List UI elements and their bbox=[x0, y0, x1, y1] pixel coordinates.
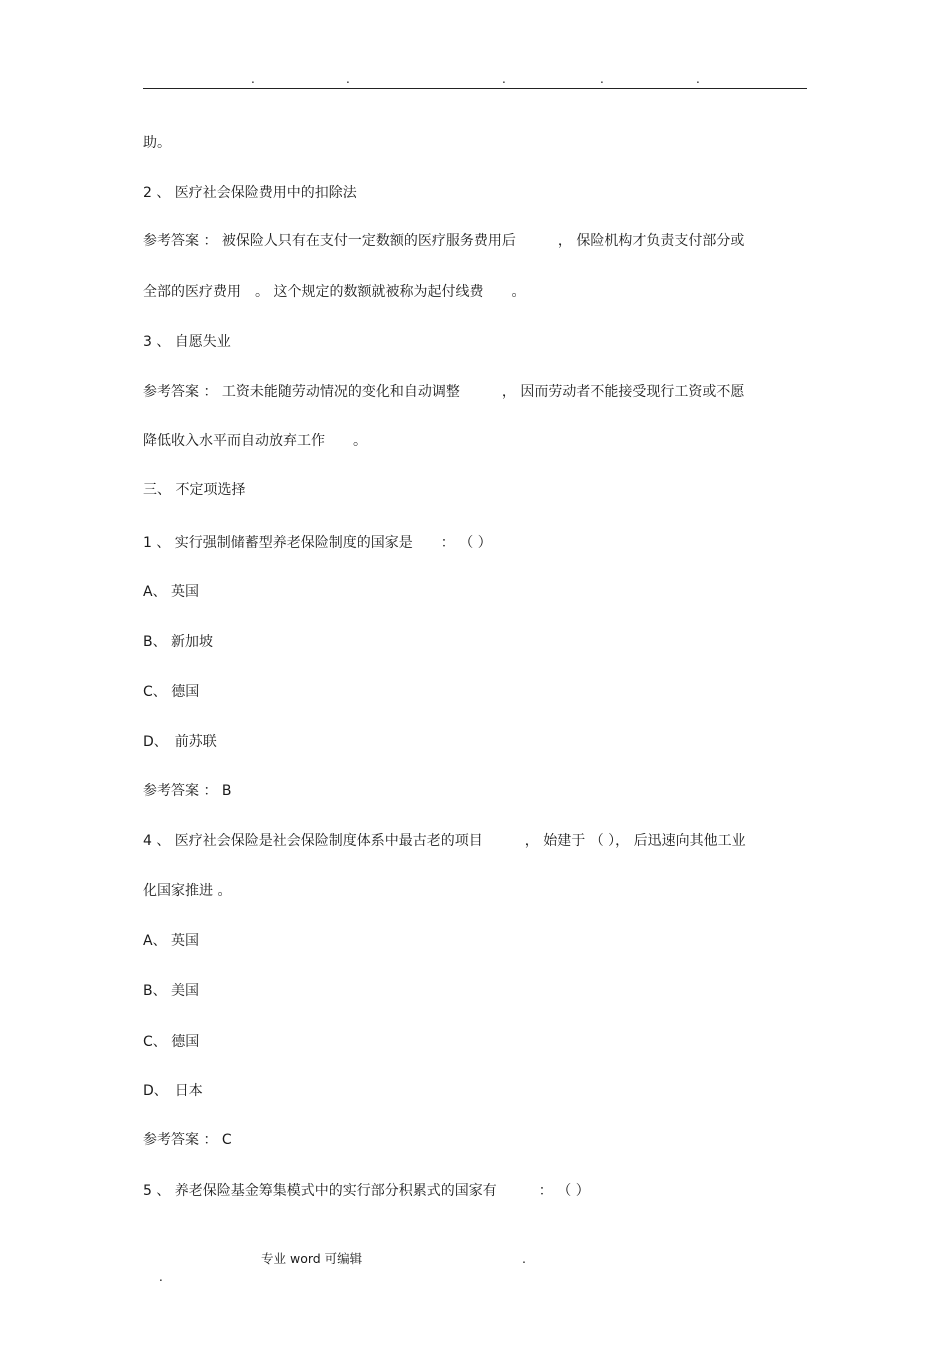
section-heading: 三、 不定项选择 bbox=[143, 482, 246, 498]
header-dot: . bbox=[600, 72, 604, 86]
header-dot: . bbox=[251, 72, 255, 86]
question-title: 4 、 医疗社会保险是社会保险制度体系中最古老的项目 ， 始建于 （ ）， 后迅速向其他工业 bbox=[143, 833, 746, 849]
question-title: 2 、 医疗社会保险费用中的扣除法 bbox=[143, 185, 357, 201]
question-title: 1 、 实行强制储蓄型养老保险制度的国家是 ： （ ） bbox=[143, 535, 492, 551]
answer-text: 全部的医疗费用 。 这个规定的数额就被称为起付线费 。 bbox=[143, 284, 526, 300]
header-rule bbox=[143, 88, 807, 89]
page-footer bbox=[143, 1250, 526, 1340]
question-title: 5 、 养老保险基金筹集模式中的实行部分积累式的国家有 ： （ ） bbox=[143, 1183, 590, 1199]
option-item: A、 英国 bbox=[143, 584, 200, 600]
answer-text: 参考答案 ： 工资未能随劳动情况的变化和自动调整 ， 因而劳动者不能接受现行工资或不愿 bbox=[143, 384, 745, 400]
option-item: B、 新加坡 bbox=[143, 634, 214, 650]
header-dot: . bbox=[346, 72, 350, 86]
answer-text: 降低收入水平而自动放弃工作 。 bbox=[143, 433, 367, 449]
header-dot: . bbox=[696, 72, 700, 86]
footer-dot: . bbox=[158, 1269, 163, 1284]
question-title: 化国家推进 。 bbox=[143, 883, 232, 899]
answer-text: 参考答案 ： C bbox=[143, 1132, 232, 1148]
option-item: D、 日本 bbox=[143, 1083, 203, 1099]
footer-text: 专业 word 可编辑 bbox=[261, 1251, 363, 1266]
text-line: 助。 bbox=[143, 135, 171, 151]
option-item: A、 英国 bbox=[143, 933, 200, 949]
header-dot: . bbox=[502, 72, 506, 86]
answer-text: 参考答案 ： B bbox=[143, 783, 232, 799]
option-item: C、 德国 bbox=[143, 684, 200, 700]
option-item: B、 美国 bbox=[143, 983, 200, 999]
page-header-dots bbox=[143, 72, 807, 86]
option-item: C、 德国 bbox=[143, 1034, 200, 1050]
option-item: D、 前苏联 bbox=[143, 734, 217, 750]
footer-dot: . bbox=[522, 1251, 526, 1266]
question-title: 3 、 自愿失业 bbox=[143, 334, 231, 350]
answer-text: 参考答案 ： 被保险人只有在支付一定数额的医疗服务费用后 ， 保险机构才负责支付部分或 bbox=[143, 233, 745, 249]
